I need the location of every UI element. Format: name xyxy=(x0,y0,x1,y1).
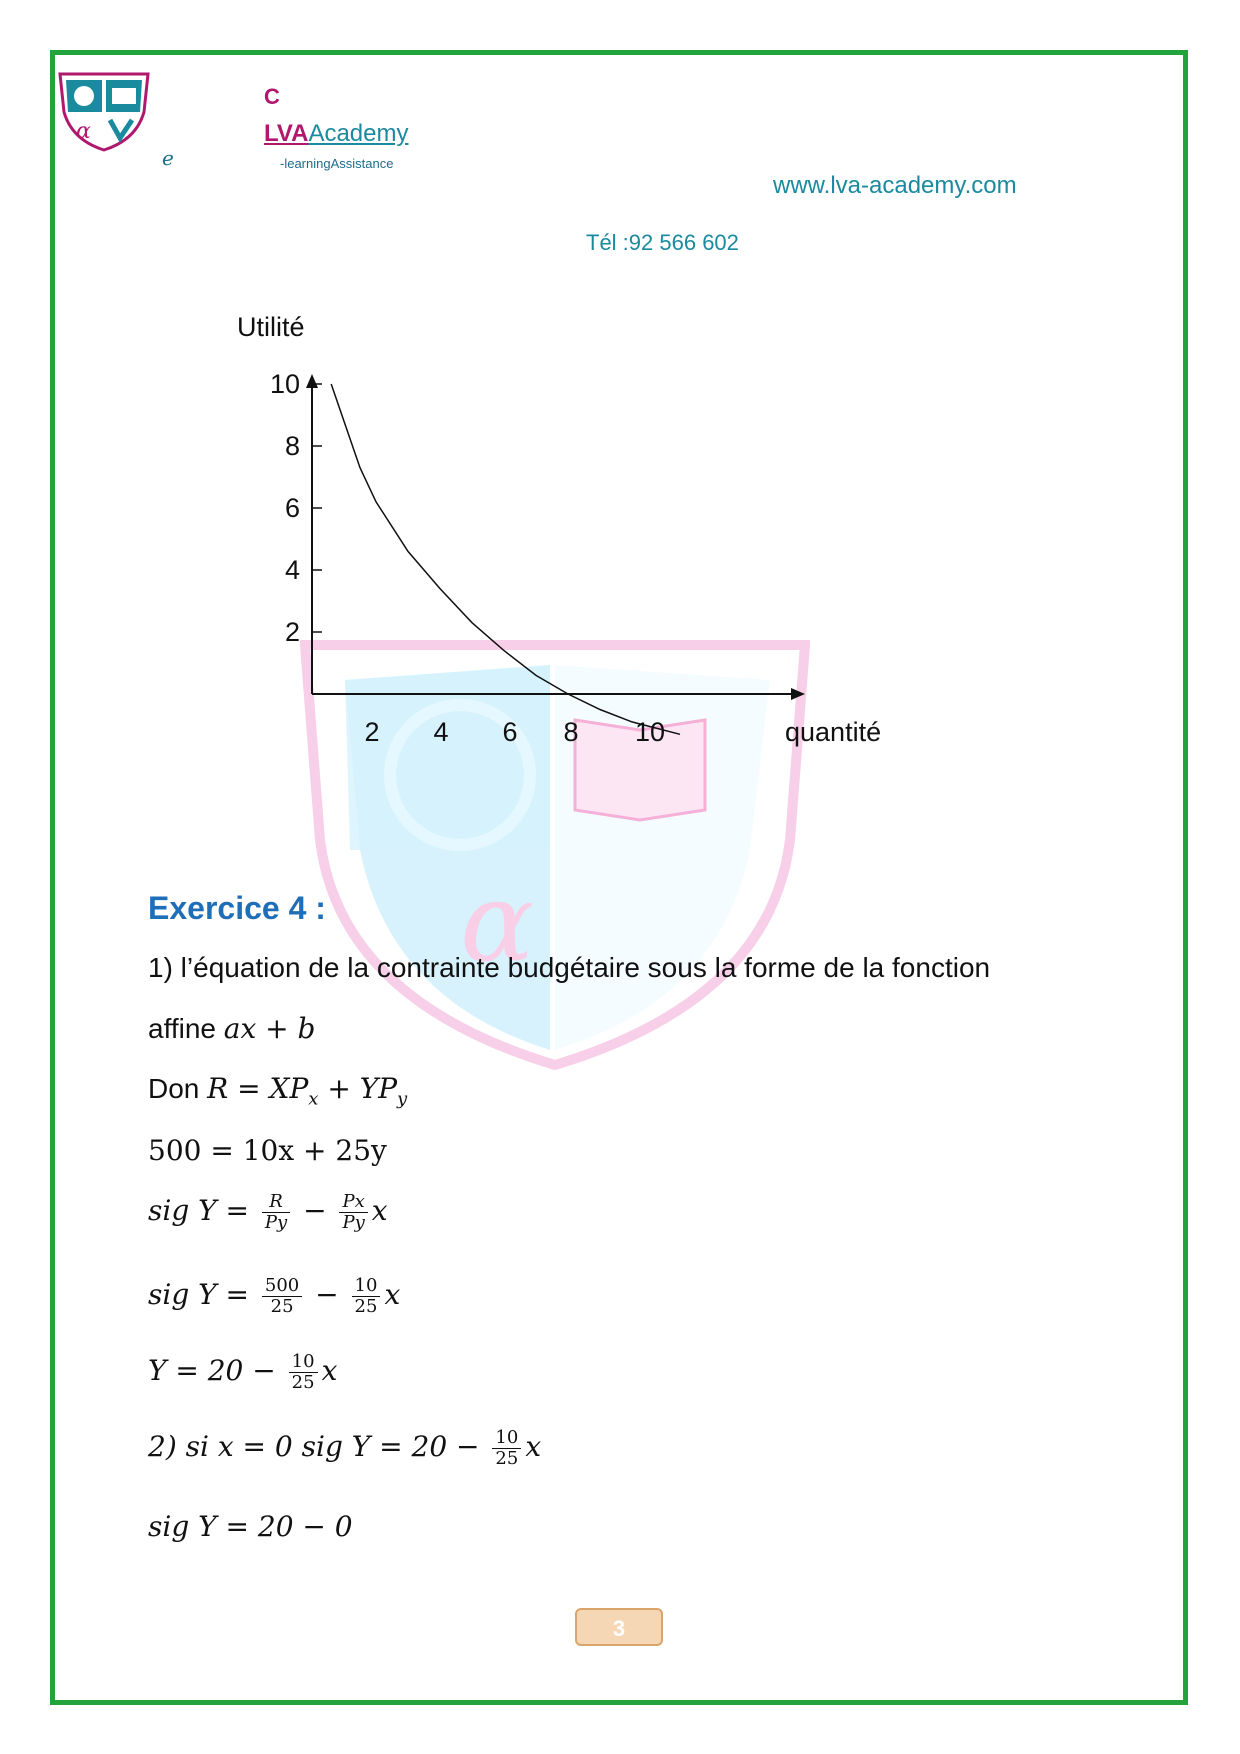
y-eq-label: Y = 20 − xyxy=(148,1353,276,1387)
svg-text:α: α xyxy=(460,858,535,986)
academy-name-lva: LVA xyxy=(264,120,309,147)
question-2-line xyxy=(148,1428,541,1469)
logo-letter: C xyxy=(264,84,280,109)
y-axis-label: Utilité xyxy=(237,312,305,342)
var-x: x xyxy=(371,1193,388,1227)
x-tick-label: 8 xyxy=(563,717,579,747)
fraction-500-25 xyxy=(262,1276,302,1317)
frac-den: Py xyxy=(342,1211,365,1233)
sig-label: sig Y = xyxy=(148,1193,249,1227)
fraction-10-25 xyxy=(492,1428,521,1469)
frac-num: 10 xyxy=(289,1352,318,1373)
frac-num: 500 xyxy=(262,1276,302,1297)
var-x: x xyxy=(525,1429,542,1463)
frac-den: 25 xyxy=(354,1295,378,1317)
y-tick-label: 6 xyxy=(284,493,300,523)
x-tick-label: 10 xyxy=(634,717,666,747)
frac-num: 10 xyxy=(492,1428,521,1449)
page-number: 3 xyxy=(575,1608,663,1646)
exercise-heading: Exercice 4 : xyxy=(148,890,326,926)
frac-num: R xyxy=(262,1192,290,1213)
fraction-10-25 xyxy=(289,1352,318,1393)
frac-den: 25 xyxy=(495,1447,519,1469)
y-tick-label: 8 xyxy=(284,431,300,461)
y-axis-arrow xyxy=(306,374,318,388)
frac-num: Px xyxy=(339,1192,367,1213)
fraction-r-py xyxy=(262,1192,290,1233)
don-text: Don xyxy=(148,1073,208,1104)
x-tick-label: 4 xyxy=(433,717,449,747)
website-link[interactable]: www.lva-academy.com xyxy=(773,172,1017,199)
academy-name-academy: Academy xyxy=(308,120,409,147)
formula-general: sig Y = $\frac{R}{Py}$ − $\frac{Px}{Py}$ x xyxy=(148,1191,388,1233)
logo-e-letter: e xyxy=(162,146,174,170)
affine-text: affine xyxy=(148,1013,224,1044)
y-tick-label: 4 xyxy=(284,555,300,585)
var-x: x xyxy=(384,1277,401,1311)
y-tick-label: 2 xyxy=(284,617,300,647)
phone-number: Tél :92 566 602 xyxy=(586,230,739,255)
question-1-line: 1) l’équation de la contrainte budgétaire sous la forme de la fonction xyxy=(148,952,991,983)
y-tick-label: 10 xyxy=(269,369,300,399)
sig-label: sig Y = xyxy=(148,1277,249,1311)
x-axis-label: quantité xyxy=(785,717,882,747)
x-tick-label: 6 xyxy=(502,717,518,747)
affine-formula: ax + b xyxy=(223,1012,316,1045)
academy-tagline: -learningAssistance xyxy=(280,156,394,171)
budget-equation: 500 = 10x + 25y xyxy=(148,1134,387,1167)
utility-curve xyxy=(331,384,680,734)
formula-numeric: sig Y = $\frac{500}{25}$ − $\frac{10}{25}$ x xyxy=(148,1275,401,1317)
utility-chart xyxy=(0,0,1240,800)
final-equation: sig Y = 20 − 0 xyxy=(148,1510,353,1543)
x-axis-arrow xyxy=(791,688,805,700)
formula-y xyxy=(148,1352,337,1393)
fraction-10-25 xyxy=(352,1276,381,1317)
q2-label: 2) si x = 0 sig Y = 20 − xyxy=(148,1429,480,1463)
revenue-equation: Don $R = XP_x + YP_y$ xyxy=(148,1072,408,1110)
frac-num: 10 xyxy=(352,1276,381,1297)
svg-text:α: α xyxy=(76,119,91,144)
fraction-px-py xyxy=(339,1192,367,1233)
var-x: x xyxy=(321,1353,338,1387)
frac-den: Py xyxy=(264,1211,288,1233)
frac-den: 25 xyxy=(270,1295,294,1317)
x-tick-label: 2 xyxy=(364,717,380,747)
affine-line xyxy=(148,1012,315,1045)
frac-den: 25 xyxy=(291,1371,315,1393)
